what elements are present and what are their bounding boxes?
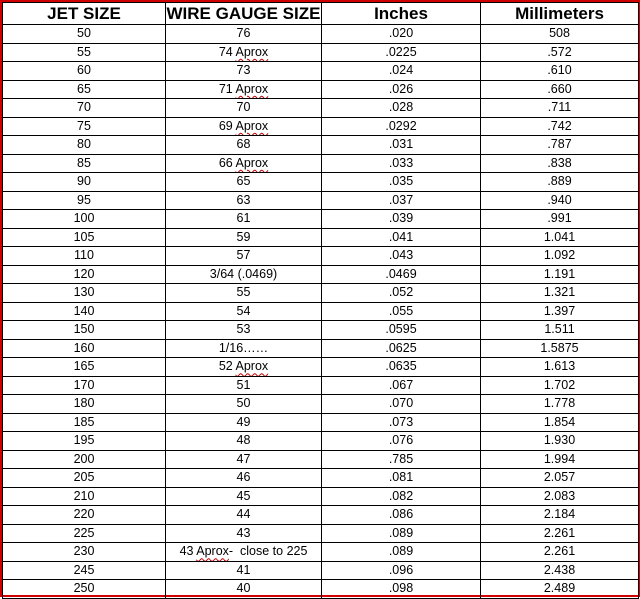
- cell-inches: .0625: [322, 339, 481, 358]
- cell-wire-gauge: [166, 561, 322, 580]
- cell-millimeters: .787: [481, 136, 639, 155]
- gauge-value: 51: [236, 377, 251, 392]
- cell-millimeters: 2.057: [481, 469, 639, 488]
- cell-jet-size: 90: [3, 173, 166, 192]
- table-row: [3, 43, 639, 62]
- cell-wire-gauge: [166, 228, 322, 247]
- cell-millimeters: .711: [481, 99, 639, 118]
- cell-millimeters: 2.261: [481, 543, 639, 562]
- cell-jet-size: 50: [3, 25, 166, 44]
- cell-inches: .089: [322, 543, 481, 562]
- cell-wire-gauge: [166, 580, 322, 599]
- table-row: [3, 228, 639, 247]
- table-row: [3, 210, 639, 229]
- gauge-value: 63: [236, 192, 251, 207]
- gauge-value: 70: [236, 100, 251, 115]
- cell-inches: .035: [322, 173, 481, 192]
- table-row: [3, 561, 639, 580]
- cell-millimeters: 2.261: [481, 524, 639, 543]
- cell-inches: .055: [322, 302, 481, 321]
- cell-wire-gauge: [166, 210, 322, 229]
- cell-jet-size: 170: [3, 376, 166, 395]
- gauge-value: 3/64 (.0469): [209, 266, 278, 281]
- cell-inches: .096: [322, 561, 481, 580]
- cell-jet-size: 120: [3, 265, 166, 284]
- cell-jet-size: 195: [3, 432, 166, 451]
- cell-inches: .086: [322, 506, 481, 525]
- cell-jet-size: 85: [3, 154, 166, 173]
- gauge-approx-note: Aprox: [235, 155, 269, 170]
- cell-inches: .073: [322, 413, 481, 432]
- table-row: [3, 395, 639, 414]
- cell-jet-size: 70: [3, 99, 166, 118]
- header-inches: Inches: [322, 3, 481, 25]
- table-row: [3, 321, 639, 340]
- table-row: [3, 99, 639, 118]
- cell-inches: .785: [322, 450, 481, 469]
- gauge-value: 45: [236, 488, 251, 503]
- cell-jet-size: 230: [3, 543, 166, 562]
- cell-jet-size: 95: [3, 191, 166, 210]
- cell-jet-size: 210: [3, 487, 166, 506]
- cell-millimeters: 1.994: [481, 450, 639, 469]
- cell-wire-gauge: [166, 432, 322, 451]
- cell-jet-size: 130: [3, 284, 166, 303]
- cell-wire-gauge: [166, 450, 322, 469]
- table-row: [3, 506, 639, 525]
- table-row: [3, 580, 639, 599]
- table-row: [3, 25, 639, 44]
- gauge-value: 74: [218, 44, 236, 59]
- table-row: [3, 80, 639, 99]
- cell-jet-size: 75: [3, 117, 166, 136]
- gauge-value: 59: [236, 229, 251, 244]
- table-row: [3, 543, 639, 562]
- cell-millimeters: 1.854: [481, 413, 639, 432]
- cell-jet-size: 245: [3, 561, 166, 580]
- table-row: [3, 136, 639, 155]
- cell-jet-size: 250: [3, 580, 166, 599]
- gauge-value: 66: [218, 155, 236, 170]
- cell-millimeters: 1.092: [481, 247, 639, 266]
- cell-millimeters: .889: [481, 173, 639, 192]
- cell-wire-gauge: [166, 487, 322, 506]
- cell-millimeters: 1.613: [481, 358, 639, 377]
- cell-jet-size: 105: [3, 228, 166, 247]
- cell-wire-gauge: [166, 136, 322, 155]
- cell-inches: .043: [322, 247, 481, 266]
- cell-wire-gauge: [166, 543, 322, 562]
- gauge-value: 73: [236, 63, 251, 78]
- cell-millimeters: 508: [481, 25, 639, 44]
- cell-millimeters: 1.5875: [481, 339, 639, 358]
- cell-jet-size: 60: [3, 62, 166, 81]
- cell-wire-gauge: [166, 173, 322, 192]
- cell-wire-gauge: [166, 395, 322, 414]
- cell-wire-gauge: [166, 265, 322, 284]
- cell-inches: .089: [322, 524, 481, 543]
- cell-millimeters: 1.511: [481, 321, 639, 340]
- cell-millimeters: 1.702: [481, 376, 639, 395]
- cell-millimeters: 2.489: [481, 580, 639, 599]
- cell-jet-size: 185: [3, 413, 166, 432]
- cell-wire-gauge: [166, 339, 322, 358]
- header-jet-size: JET SIZE: [3, 3, 166, 25]
- table-row: [3, 469, 639, 488]
- cell-millimeters: 1.930: [481, 432, 639, 451]
- cell-millimeters: 1.321: [481, 284, 639, 303]
- cell-jet-size: 165: [3, 358, 166, 377]
- table-row: [3, 376, 639, 395]
- cell-millimeters: .838: [481, 154, 639, 173]
- cell-wire-gauge: [166, 99, 322, 118]
- header-millimeters: Millimeters: [481, 3, 639, 25]
- cell-millimeters: .742: [481, 117, 639, 136]
- cell-inches: .037: [322, 191, 481, 210]
- gauge-value: 69: [218, 118, 236, 133]
- cell-inches: .052: [322, 284, 481, 303]
- gauge-value: 40: [236, 581, 251, 596]
- header-wire-gauge-size: WIRE GAUGE SIZE: [166, 3, 321, 23]
- cell-inches: .026: [322, 80, 481, 99]
- cell-jet-size: 205: [3, 469, 166, 488]
- table-row: [3, 62, 639, 81]
- table-row: [3, 524, 639, 543]
- cell-jet-size: 150: [3, 321, 166, 340]
- gauge-value: 65: [236, 174, 251, 189]
- gauge-value: 68: [236, 137, 251, 152]
- cell-wire-gauge: [166, 62, 322, 81]
- jet-size-table: [2, 2, 639, 599]
- cell-jet-size: 65: [3, 80, 166, 99]
- cell-wire-gauge: [166, 524, 322, 543]
- gauge-value: 71: [218, 81, 236, 96]
- cell-wire-gauge: [166, 247, 322, 266]
- cell-inches: .020: [322, 25, 481, 44]
- cell-jet-size: 140: [3, 302, 166, 321]
- cell-inches: .076: [322, 432, 481, 451]
- gauge-value: 43: [236, 525, 251, 540]
- gauge-value: 61: [236, 211, 251, 226]
- cell-inches: .024: [322, 62, 481, 81]
- table-row: [3, 284, 639, 303]
- cell-wire-gauge: [166, 43, 322, 62]
- cell-inches: .081: [322, 469, 481, 488]
- cell-millimeters: .572: [481, 43, 639, 62]
- cell-jet-size: 110: [3, 247, 166, 266]
- gauge-value: 52: [218, 359, 236, 374]
- cell-jet-size: 80: [3, 136, 166, 155]
- cell-millimeters: 2.083: [481, 487, 639, 506]
- table-row: [3, 358, 639, 377]
- cell-wire-gauge: [166, 506, 322, 525]
- header-row: [3, 3, 639, 25]
- gauge-value: 46: [236, 470, 251, 485]
- cell-jet-size: 100: [3, 210, 166, 229]
- cell-inches: .067: [322, 376, 481, 395]
- cell-wire-gauge: [166, 284, 322, 303]
- gauge-value: 53: [236, 322, 251, 337]
- cell-inches: .033: [322, 154, 481, 173]
- cell-wire-gauge: [166, 321, 322, 340]
- cell-inches: .098: [322, 580, 481, 599]
- gauge-approx-note: Aprox: [235, 118, 269, 133]
- cell-millimeters: 2.438: [481, 561, 639, 580]
- cell-jet-size: 225: [3, 524, 166, 543]
- cell-millimeters: .660: [481, 80, 639, 99]
- gauge-value: 44: [236, 507, 251, 522]
- cell-millimeters: .940: [481, 191, 639, 210]
- gauge-value: 55: [236, 285, 251, 300]
- gauge-approx-note: Aprox: [235, 359, 269, 374]
- cell-wire-gauge: [166, 191, 322, 210]
- cell-millimeters: 1.041: [481, 228, 639, 247]
- table-row: [3, 413, 639, 432]
- cell-wire-gauge: [166, 117, 322, 136]
- table-row: [3, 191, 639, 210]
- table-row: [3, 487, 639, 506]
- cell-inches: .0635: [322, 358, 481, 377]
- cell-jet-size: 180: [3, 395, 166, 414]
- gauge-value: 43: [179, 544, 197, 559]
- table-row: [3, 154, 639, 173]
- cell-inches: .082: [322, 487, 481, 506]
- table-row: [3, 302, 639, 321]
- cell-jet-size: 220: [3, 506, 166, 525]
- cell-millimeters: .610: [481, 62, 639, 81]
- cell-inches: .0292: [322, 117, 481, 136]
- cell-inches: .070: [322, 395, 481, 414]
- cell-wire-gauge: [166, 80, 322, 99]
- gauge-approx-note: Aprox: [196, 544, 229, 559]
- gauge-approx-note: Aprox: [235, 44, 269, 59]
- gauge-value: 54: [236, 303, 251, 318]
- cell-millimeters: 2.184: [481, 506, 639, 525]
- gauge-suffix: - close to 225: [228, 544, 308, 559]
- gauge-value: 57: [236, 248, 251, 263]
- table-row: [3, 247, 639, 266]
- cell-inches: .0595: [322, 321, 481, 340]
- cell-inches: .0225: [322, 43, 481, 62]
- cell-inches: .0469: [322, 265, 481, 284]
- cell-wire-gauge: [166, 358, 322, 377]
- gauge-value: 47: [236, 451, 251, 466]
- cell-wire-gauge: [166, 25, 322, 44]
- cell-inches: .041: [322, 228, 481, 247]
- table-row: [3, 117, 639, 136]
- table-row: [3, 339, 639, 358]
- cell-wire-gauge: [166, 302, 322, 321]
- cell-wire-gauge: [166, 413, 322, 432]
- cell-wire-gauge: [166, 154, 322, 173]
- cell-inches: .039: [322, 210, 481, 229]
- cell-jet-size: 200: [3, 450, 166, 469]
- cell-millimeters: 1.191: [481, 265, 639, 284]
- cell-millimeters: 1.778: [481, 395, 639, 414]
- cell-millimeters: .991: [481, 210, 639, 229]
- gauge-value: 41: [236, 562, 251, 577]
- table-row: [3, 173, 639, 192]
- cell-wire-gauge: [166, 376, 322, 395]
- cell-wire-gauge: [166, 469, 322, 488]
- cell-inches: .028: [322, 99, 481, 118]
- gauge-value: 50: [236, 396, 251, 411]
- cell-jet-size: 55: [3, 43, 166, 62]
- cell-millimeters: 1.397: [481, 302, 639, 321]
- cell-inches: .031: [322, 136, 481, 155]
- gauge-value: 1/16……: [218, 340, 269, 355]
- gauge-value: 49: [236, 414, 251, 429]
- table-row: [3, 265, 639, 284]
- gauge-value: 76: [236, 26, 251, 41]
- table-row: [3, 450, 639, 469]
- cell-jet-size: 160: [3, 339, 166, 358]
- table-row: [3, 432, 639, 451]
- gauge-value: 48: [236, 433, 251, 448]
- gauge-approx-note: Aprox: [235, 81, 269, 96]
